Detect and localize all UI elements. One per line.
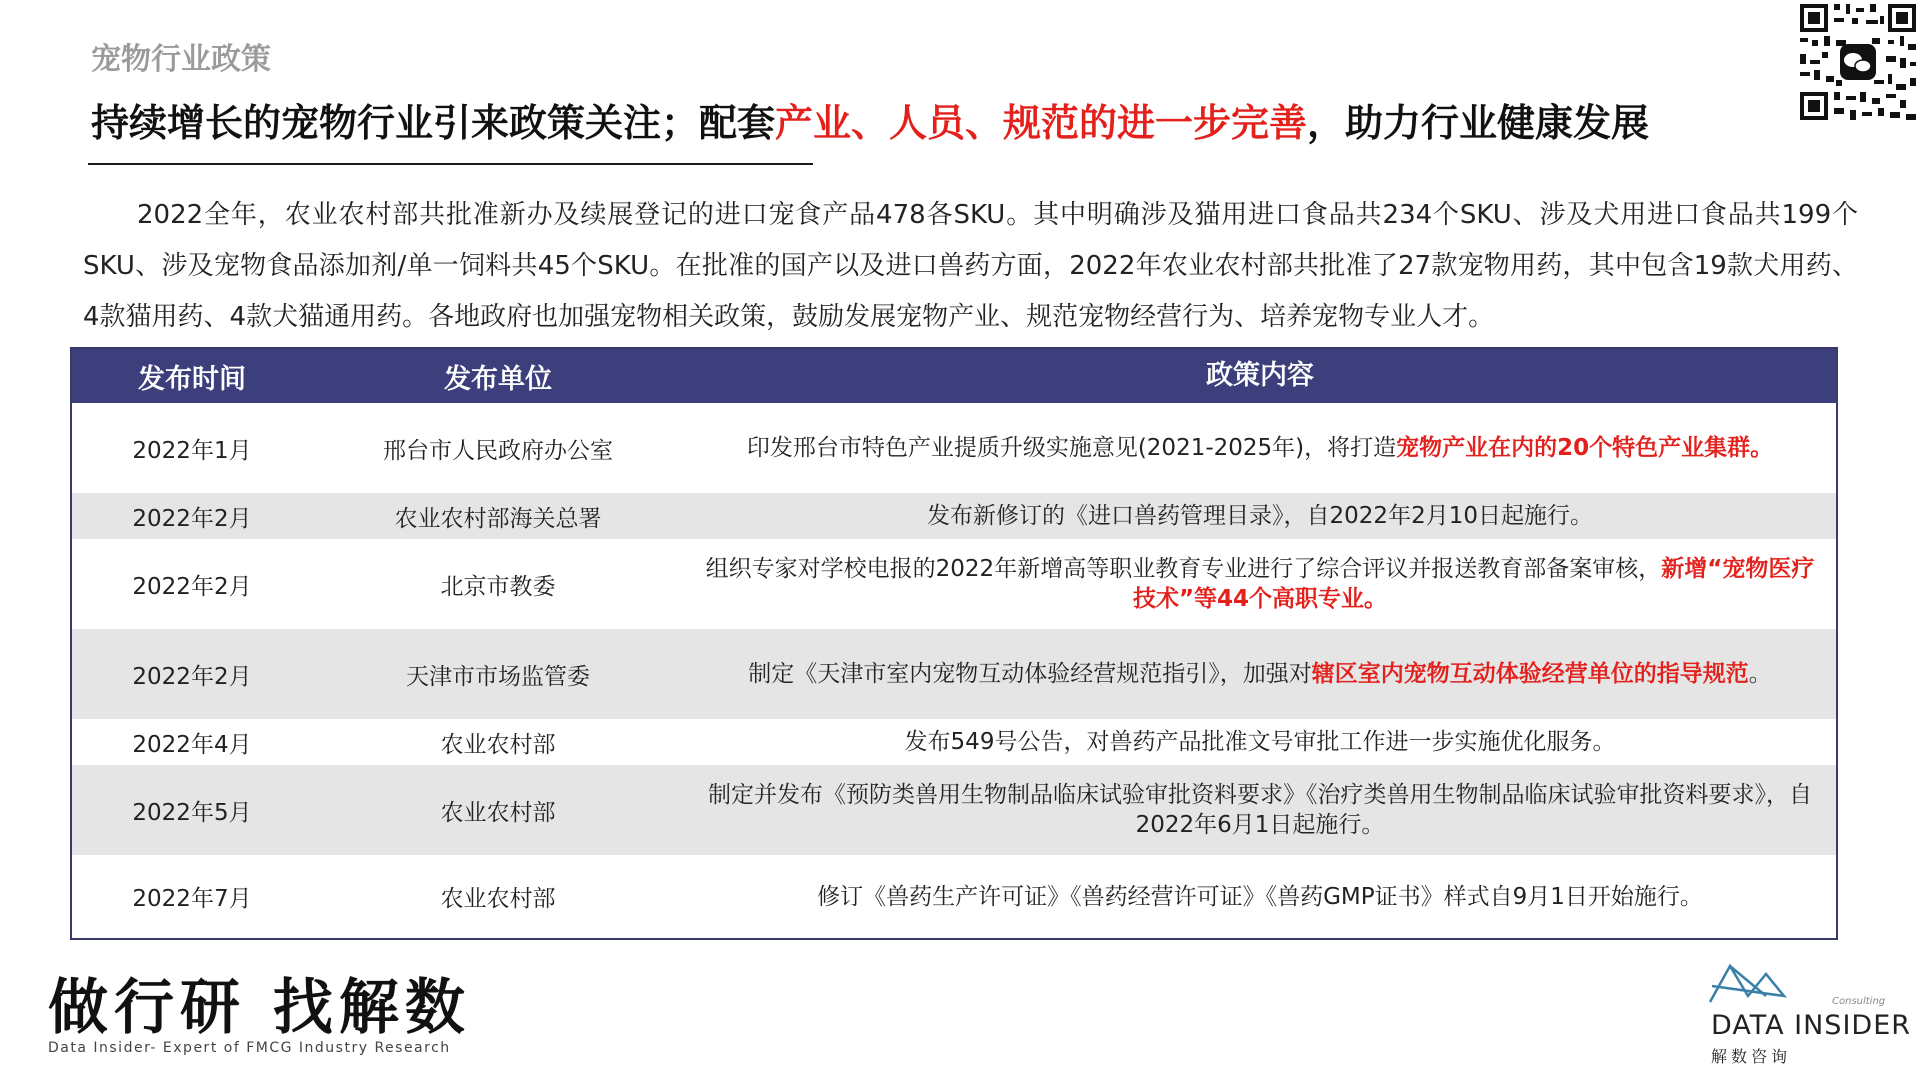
qr-code-icon (1796, 0, 1920, 124)
title-underline (88, 163, 813, 165)
logo-cn-name: 解数咨询 (1711, 1047, 1792, 1066)
table-header-row (72, 349, 1836, 403)
section-label: 宠物行业政策 (91, 42, 271, 77)
brand-slogan: 做行研 找解数 (48, 973, 471, 1043)
cell-date: 2022年5月 (132, 799, 252, 826)
intro-paragraph: 2022全年，农业农村部共批准新办及续展登记的进口宠食产品478各SKU。其中明确涉及猫用进口食品共234个SKU、涉及犬用进口食品共199个SKU、涉及宠物食品添加剂/单一饲料共45个SKU。在批准的国产以及进口兽药方面，2022年农业农村部共批准了27款宠物用药，其中包含19款犬用药、4款猫用药、4款犬猫通用药。各地政府也加强宠物相关政策，鼓励发展宠物产业、规范宠物经营行为、培养宠物专业人才。 (83, 200, 1858, 332)
cell-unit: 天津市市场监管委 (406, 663, 590, 690)
table-row (72, 855, 1836, 938)
cell-content: 印发邢台市特色产业提质升级实施意见(2021-2025年)，将打造宠物产业在内的20个特色产业集群。 (746, 435, 1774, 461)
brand-tagline: Data Insider- Expert of FMCG Industry Research (48, 1040, 451, 1056)
cell-date: 2022年2月 (132, 573, 252, 600)
cell-content: 制定并发布《预防类兽用生物制品临床试验审批资料要求》《治疗类兽用生物制品临床试验审批资料要求》，自2022年6月1日起施行。 (708, 782, 1812, 838)
cell-unit: 邢台市人民政府办公室 (383, 437, 613, 464)
cell-unit: 农业农村部 (440, 799, 556, 826)
cell-date: 2022年1月 (132, 437, 252, 464)
table-row (72, 403, 1836, 493)
cell-content: 发布新修订的《进口兽药管理目录》，自2022年2月10日起施行。 (927, 503, 1593, 529)
cell-content: 发布549号公告，对兽药产品批准文号审批工作进一步实施优化服务。 (904, 729, 1616, 755)
cell-date: 2022年2月 (132, 505, 252, 532)
table-row (72, 719, 1836, 765)
header-content: 政策内容 (1206, 360, 1314, 391)
header-unit: 发布单位 (444, 363, 552, 395)
cell-unit: 农业农村部 (440, 731, 556, 758)
cell-content: 组织专家对学校电报的2022年新增高等职业教育专业进行了综合评议并报送教育部备案审核，新增“宠物医疗技术”等44个高职专业。 (705, 556, 1815, 612)
cell-unit: 农业农村部海关总署 (394, 505, 602, 532)
page-title (91, 92, 1649, 147)
cell-date: 2022年7月 (132, 886, 252, 912)
cell-date: 2022年4月 (132, 731, 252, 758)
policy-table (70, 347, 1838, 940)
table-row (72, 539, 1836, 629)
cell-content: 修订《兽药生产许可证》《兽药经营许可证》《兽药GMP证书》样式自9月1日开始施行。 (817, 883, 1703, 910)
header-date: 发布时间 (138, 363, 246, 395)
cell-content: 制定《天津市室内宠物互动体验经营规范指引》，加强对辖区室内宠物互动体验经营单位的指导规范。 (748, 661, 1772, 687)
title-part2: ，助力行业健康发展 (1307, 101, 1650, 145)
title-highlight: 产业、人员、规范的进一步完善 (775, 101, 1308, 145)
table-row (72, 765, 1836, 855)
table-row (72, 493, 1836, 539)
logo-consulting-text: Consulting (1832, 996, 1886, 1007)
cell-unit: 农业农村部 (440, 886, 556, 912)
table-row (72, 629, 1836, 719)
cell-unit: 北京市教委 (440, 573, 556, 600)
logo-name: DATA INSIDER (1711, 1010, 1912, 1041)
title-part1: 持续增长的宠物行业引来政策关注；配套 (91, 101, 776, 145)
cell-date: 2022年2月 (132, 663, 252, 690)
